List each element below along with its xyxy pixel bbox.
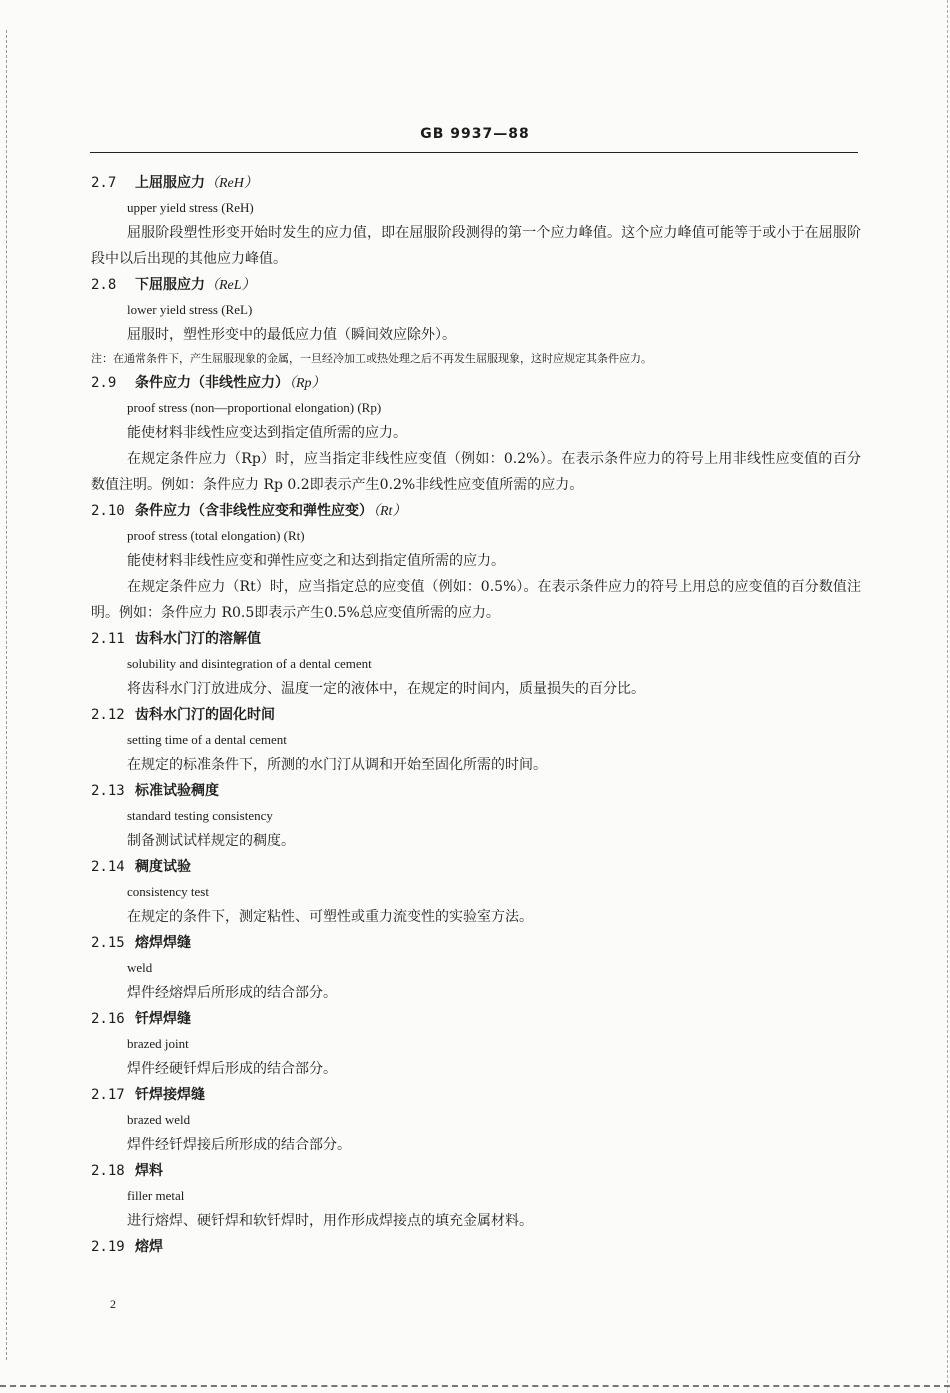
term-number: 2.17 — [91, 1087, 125, 1103]
entry-2-19 — [91, 1234, 861, 1260]
term-number: 2.9 — [91, 375, 117, 391]
entry-2-10 — [91, 498, 861, 626]
term-name: 钎焊接焊缝 — [135, 1087, 205, 1103]
term-number: 2.8 — [91, 277, 117, 293]
entry-2-17 — [91, 1082, 861, 1158]
entry-2-13 — [91, 778, 861, 854]
definition: 在规定的条件下，测定粘性、可塑性或重力流变性的实验室方法。 — [127, 909, 533, 925]
definition: 屈服时，塑性形变中的最低应力值（瞬间效应除外）。 — [127, 327, 456, 343]
term-name: 条件应力（非线性应力） — [135, 375, 289, 391]
english-term: setting time of a dental cement — [127, 732, 287, 747]
entry-2-14 — [91, 854, 861, 930]
term-number: 2.15 — [91, 935, 125, 951]
term-symbol: （ReH） — [205, 176, 258, 191]
english-term: consistency test — [127, 884, 209, 899]
term-heading — [91, 1006, 861, 1032]
english-term: solubility and disintegration of a dental cement — [127, 656, 372, 671]
term-number: 2.19 — [91, 1239, 125, 1255]
term-heading — [91, 930, 861, 956]
definition: 能使材料非线性应变达到指定值所需的应力。 — [127, 425, 407, 441]
term-number: 2.11 — [91, 631, 125, 647]
term-number: 2.16 — [91, 1011, 125, 1027]
definition: 进行熔焊、硬钎焊和软钎焊时，用作形成焊接点的填充金属材料。 — [127, 1213, 533, 1229]
term-heading — [91, 498, 861, 524]
term-heading — [91, 1082, 861, 1108]
term-symbol: （Rt） — [373, 504, 407, 519]
english-term: filler metal — [127, 1188, 185, 1203]
definition: 能使材料非线性应变和弹性应变之和达到指定值所需的应力。 — [127, 553, 505, 569]
definition: 将齿科水门汀放进成分、温度一定的液体中，在规定的时间内，质量损失的百分比。 — [127, 681, 645, 697]
term-name: 条件应力（含非线性应变和弹性应变） — [135, 503, 373, 519]
term-name: 上屈服应力 — [135, 175, 205, 191]
definition: 制备测试试样规定的稠度。 — [127, 833, 295, 849]
definition: 在规定的标准条件下，所测的水门汀从调和开始至固化所需的时间。 — [127, 757, 547, 773]
entry-2-9 — [91, 370, 861, 498]
term-name: 熔焊 — [135, 1239, 163, 1255]
english-term: standard testing consistency — [127, 808, 273, 823]
term-symbol: （Rp） — [289, 376, 326, 391]
entry-2-18 — [91, 1158, 861, 1234]
term-name: 下屈服应力 — [135, 277, 205, 293]
english-term: brazed weld — [127, 1112, 191, 1127]
entry-2-8 — [91, 272, 861, 370]
term-heading — [91, 1158, 861, 1184]
definition-detail: 在规定条件应力（Rp）时，应当指定非线性应变值（例如：0.2%）。在表示条件应力的符号上用非线性应变值的百分数值注明。例如：条件应力 Rp 0.2即表示产生0.2%非线性应变值所需的应力。 — [91, 451, 861, 493]
entry-2-15 — [91, 930, 861, 1006]
term-number: 2.10 — [91, 503, 125, 519]
definition-detail: 在规定条件应力（Rt）时，应当指定总的应变值（例如：0.5%）。在表示条件应力的符号上用总的应变值的百分数值注明。例如：条件应力 R0.5即表示产生0.5%总应变值所需的应力。 — [91, 579, 861, 621]
term-symbol: （ReL） — [205, 278, 256, 293]
english-term: lower yield stress (ReL) — [127, 302, 253, 317]
english-term: weld — [127, 960, 153, 975]
term-heading — [91, 702, 861, 728]
term-heading — [91, 626, 861, 652]
entry-2-12 — [91, 702, 861, 778]
term-number: 2.18 — [91, 1163, 125, 1179]
term-name: 熔焊焊缝 — [135, 935, 191, 951]
term-number: 2.7 — [91, 175, 117, 191]
note: 注：在通常条件下，产生屈服现象的金属，一旦经冷加工或热处理之后不再发生屈服现象，这时应规定其条件应力。 — [91, 352, 652, 365]
term-name: 标准试验稠度 — [135, 783, 219, 799]
english-term: upper yield stress (ReH) — [127, 200, 254, 215]
term-heading — [91, 854, 861, 880]
definition: 焊件经钎焊接后所形成的结合部分。 — [127, 1137, 351, 1153]
term-heading — [91, 272, 861, 298]
term-name: 钎焊焊缝 — [135, 1011, 191, 1027]
term-name: 齿科水门汀的溶解值 — [135, 631, 261, 647]
entry-2-11 — [91, 626, 861, 702]
english-term: proof stress (non—proportional elongation) (Rp) — [127, 400, 382, 415]
term-name: 稠度试验 — [135, 859, 191, 875]
scan-edge-left — [6, 30, 7, 1360]
english-term: brazed joint — [127, 1036, 189, 1051]
entry-2-16 — [91, 1006, 861, 1082]
term-heading — [91, 170, 861, 196]
definition: 屈服阶段塑性形变开始时发生的应力值，即在屈服阶段测得的第一个应力峰值。这个应力峰值可能等于或小于在屈服阶段中以后出现的其他应力峰值。 — [91, 225, 861, 267]
definition: 焊件经硬钎焊后形成的结合部分。 — [127, 1061, 337, 1077]
term-name: 齿科水门汀的固化时间 — [135, 707, 275, 723]
term-number: 2.14 — [91, 859, 125, 875]
scan-edge-right — [947, 0, 948, 1393]
english-term: proof stress (total elongation) (Rt) — [127, 528, 305, 543]
document-body — [91, 170, 861, 1260]
term-heading — [91, 778, 861, 804]
term-number: 2.12 — [91, 707, 125, 723]
entry-2-7 — [91, 170, 861, 272]
term-heading — [91, 1234, 861, 1260]
term-name: 焊料 — [135, 1163, 163, 1179]
term-heading — [91, 370, 861, 396]
page-number: 2 — [110, 1297, 116, 1311]
definition: 焊件经熔焊后所形成的结合部分。 — [127, 985, 337, 1001]
header-rule — [90, 152, 858, 153]
page-header: GB 9937—88 — [420, 126, 530, 142]
scan-edge-bottom — [0, 1385, 950, 1387]
term-number: 2.13 — [91, 783, 125, 799]
